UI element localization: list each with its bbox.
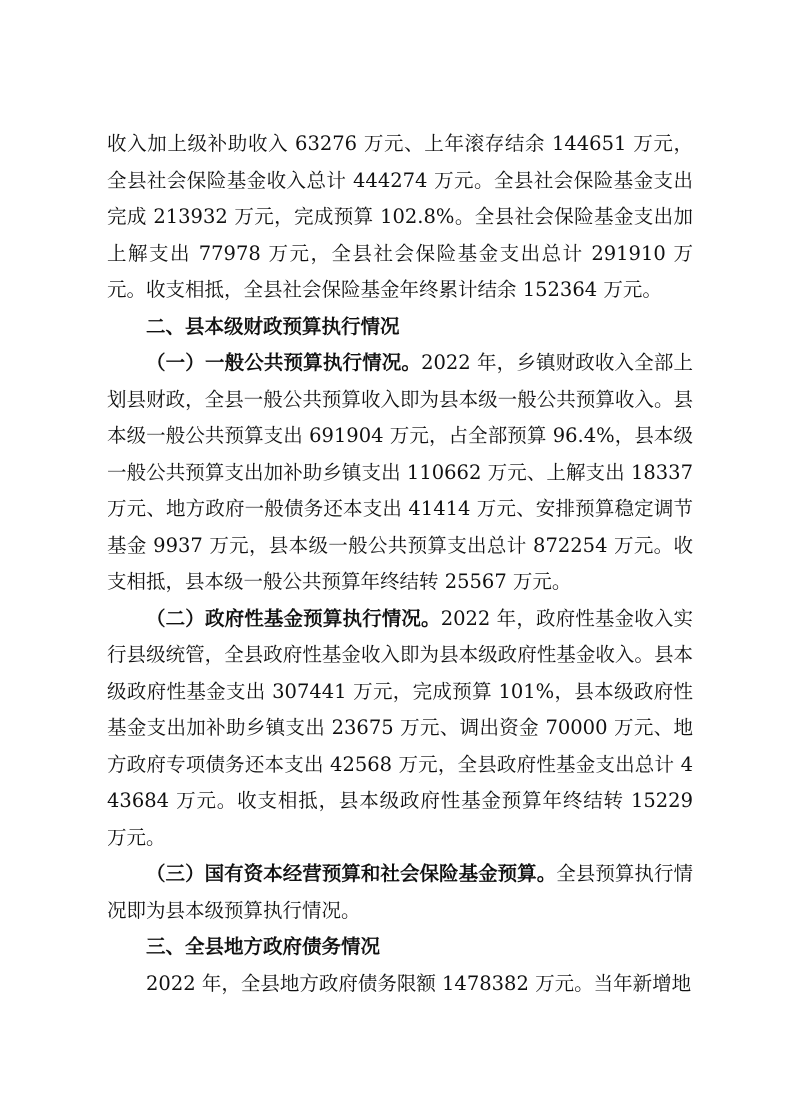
paragraph-government-fund: [107, 601, 693, 857]
paragraph-debt-limit: 2022 年，全县地方政府债务限额 1478382 万元。当年新增地: [146, 971, 692, 995]
paragraph-state-capital: [107, 856, 693, 929]
document-body: [107, 126, 693, 1002]
subsection-body-general-budget: 2022 年，乡镇财政收入全部上划县财政，全县一般公共预算收入即为县本级一般公共预算收入。县本级一般公共预算支出 691904 万元，占全部预算 96.4%，县本级一般公共预算支出加补助乡镇支出 110662 万元、上解支出 18337 万元、地方政府一般债务还本支出 41414 万元、安排预算稳定调节基金 9937 万元，县本级一般公共预算支出总计 872254 万元。收支相抵，县本级一般公共预算年终结转 25567 万元。: [107, 351, 693, 593]
section-heading-county-budget: 二、县本级财政预算执行情况: [146, 314, 400, 338]
paragraph-social-insurance: 收入加上级补助收入 63276 万元、上年滚存结余 144651 万元，全县社会保险基金收入总计 444274 万元。全县社会保险基金支出完成 213932 万元，完成预算 102.8%。全县社会保险基金支出加上解支出 77978 万元，全县社会保险基金支出总计 291910 万元。收支相抵，全县社会保险基金年终累计结余 152364 万元。: [107, 132, 693, 301]
subsection-body-state-capital: 全县预算执行情况即为县本级预算执行情况。: [107, 862, 693, 922]
paragraph-general-budget: [107, 345, 693, 601]
subsection-title-government-fund: （二）政府性基金预算执行情况。: [146, 606, 441, 630]
section-heading-government-debt: 三、全县地方政府债务情况: [146, 935, 381, 958]
subsection-title-general-budget: （一）一般公共预算执行情况。: [146, 351, 422, 374]
subsection-body-government-fund: 2022 年，政府性基金收入实行县级统管，全县政府性基金收入即为县本级政府性基金收入。县本级政府性基金支出 307441 万元，完成预算 101%，县本级政府性基金支出加补助乡镇支出 23675 万元、调出资金 70000 万元、地方政府专项债务还本支出 42568 万元，全县政府性基金支出总计 443684 万元。收支相抵，县本级政府性基金预算年终结转 15229 万元。: [107, 606, 693, 849]
subsection-title-state-capital: （三）国有资本经营预算和社会保险基金预算。: [146, 862, 557, 885]
